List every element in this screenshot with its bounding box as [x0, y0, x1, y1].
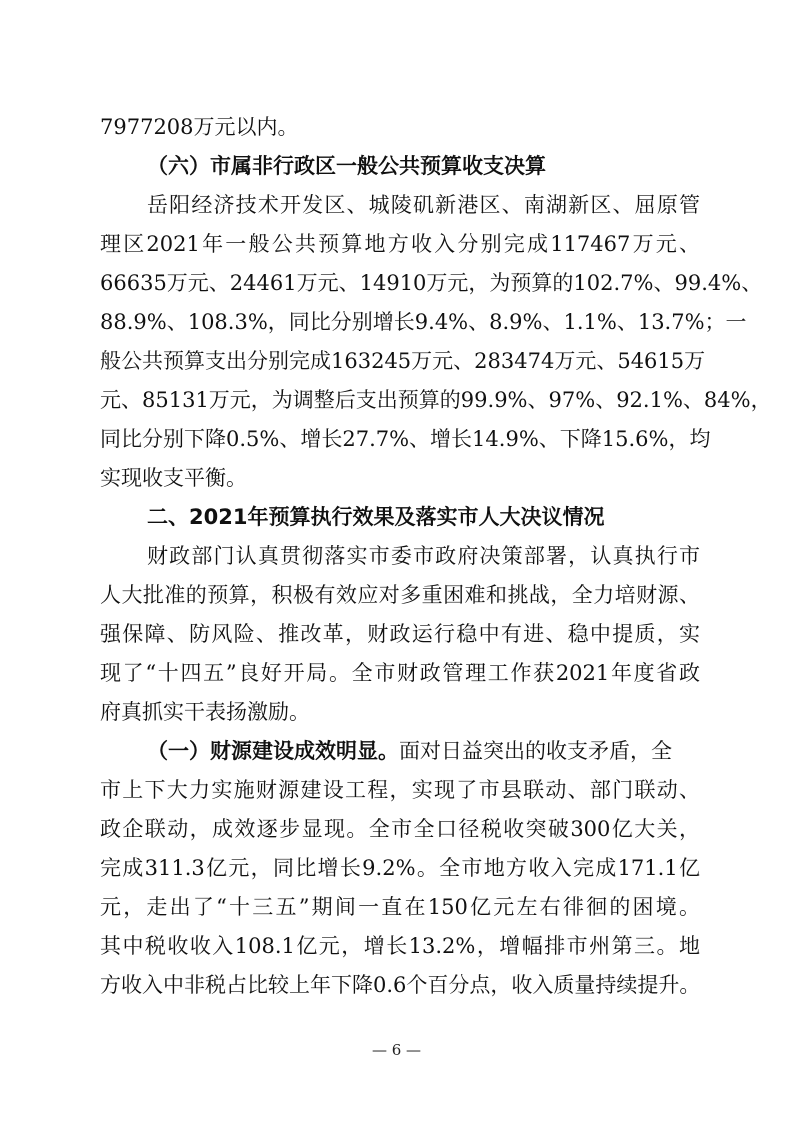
- paragraph-line: 其中税收收入108.1亿元，增长13.2%，增幅排市州第三。地: [100, 934, 700, 958]
- paragraph-line: 元、85131万元，为调整后支出预算的99.9%、97%、92.1%、84%，: [100, 388, 772, 412]
- paragraph-line: 同比分别下降0.5%、增长27.7%、增长14.9%、下降15.6%，均: [100, 427, 711, 451]
- paragraph-line: 理区2021年一般公共预算地方收入分别完成117467万元、: [100, 232, 700, 256]
- page-number: — 6 —: [371, 1041, 422, 1059]
- paragraph-line: 完成311.3亿元，同比增长9.2%。全市地方收入完成171.1亿: [100, 856, 700, 880]
- paragraph-line: 方收入中非税占比较上年下降0.6个百分点，收入质量持续提升。: [100, 973, 701, 997]
- paragraph-line: 实现收支平衡。: [100, 466, 247, 490]
- chapter-heading: 二、2021年预算执行效果及落实市人大决议情况: [147, 505, 605, 529]
- paragraph-line: 岳阳经济技术开发区、城陵矶新港区、南湖新区、屈原管: [147, 193, 700, 217]
- paragraph-line: 财政部门认真贯彻落实市委市政府决策部署，认真执行市: [147, 544, 700, 568]
- paragraph-line: 政企联动，成效逐步显现。全市全口径税收突破300亿大关，: [100, 817, 700, 841]
- paragraph-line: 现了“十四五”良好开局。全市财政管理工作获2021年度省政: [100, 661, 700, 685]
- paragraph-line: 府真抓实干表扬激励。: [100, 700, 310, 724]
- paragraph-line: [147, 736, 700, 766]
- paragraph-line: 88.9%、108.3%，同比分别增长9.4%、8.9%、1.1%、13.7%；一: [100, 310, 747, 334]
- paragraph-line: 强保障、防风险、推改革，财政运行稳中有进、稳中提质，实: [100, 622, 700, 646]
- paragraph-line: 66635万元、24461万元、14910万元，为预算的102.7%、99.4%、: [100, 271, 763, 295]
- paragraph-line: 般公共预算支出分别完成163245万元、283474万元、54615万: [100, 349, 706, 373]
- subsection-heading: （一）财源建设成效明显。: [147, 738, 399, 763]
- paragraph-text: 面对日益突出的收支矛盾，全: [399, 739, 672, 763]
- paragraph-line: 7977208万元以内。: [100, 115, 299, 139]
- paragraph-line: 元，走出了“十三五”期间一直在150亿元左右徘徊的困境。: [100, 895, 700, 919]
- paragraph-line: 市上下大力实施财源建设工程，实现了市县联动、部门联动、: [100, 778, 700, 802]
- paragraph-line: 人大批准的预算，积极有效应对多重困难和挑战，全力培财源、: [100, 583, 700, 607]
- section-heading: （六）市属非行政区一般公共预算收支决算: [147, 153, 546, 178]
